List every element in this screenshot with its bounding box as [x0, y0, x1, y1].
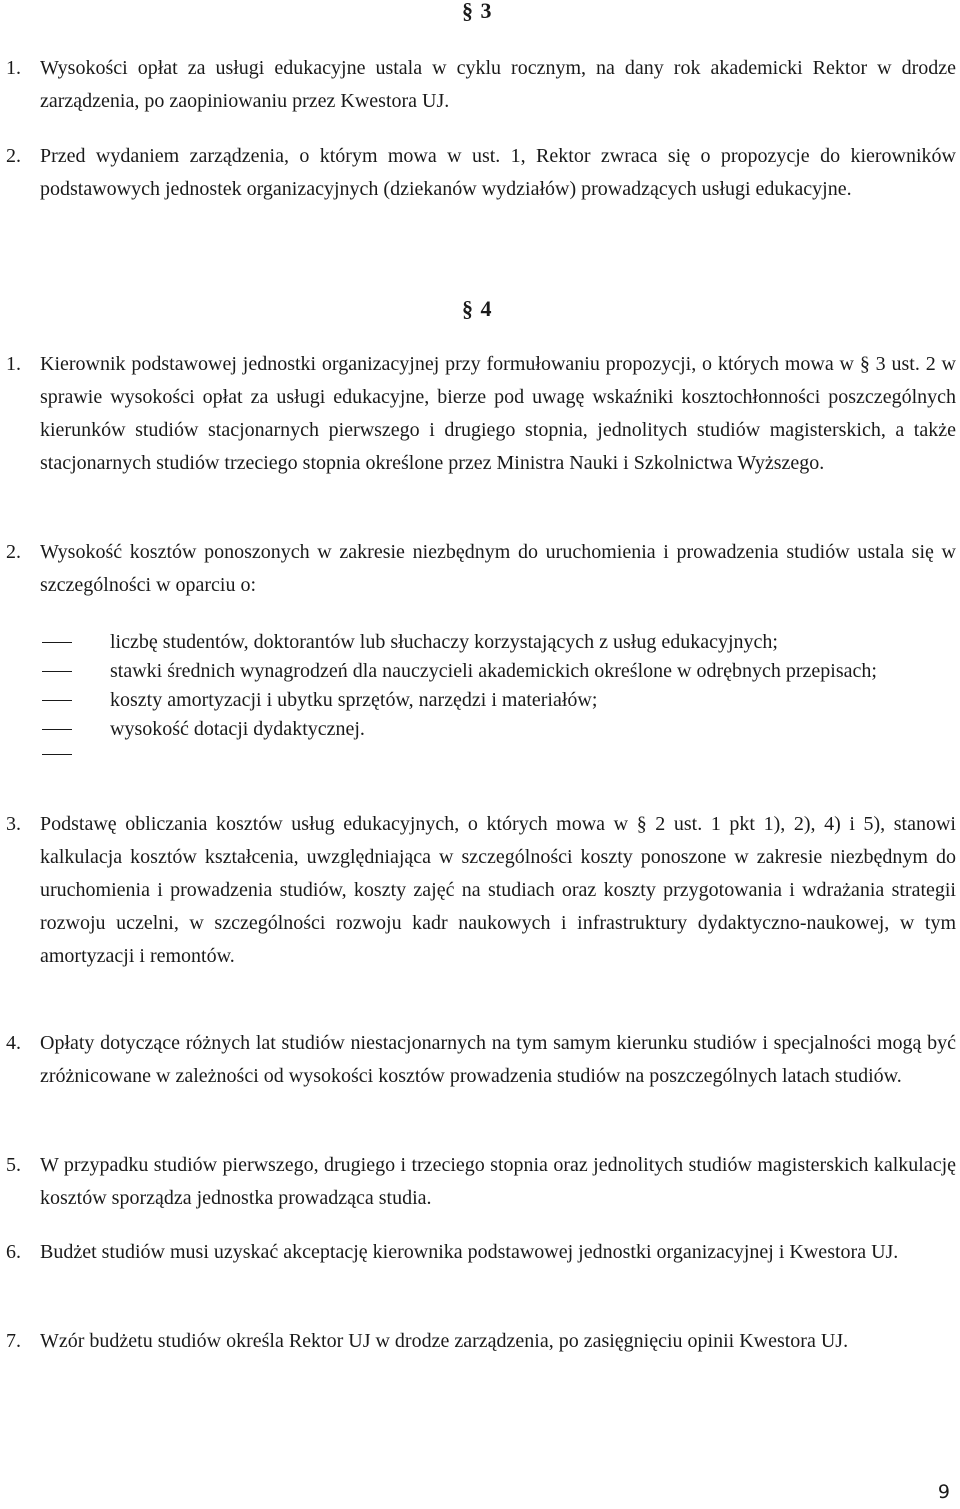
list-item	[0, 657, 956, 686]
section-3-heading: § 3	[462, 0, 493, 23]
section-4-heading: § 4	[462, 296, 493, 321]
paragraph-number: 3.	[6, 813, 21, 835]
dash-bullet	[42, 642, 72, 643]
paragraph-text: Wysokości opłat za usługi edukacyjne ustala w cyklu rocznym, na dany rok akademicki Rektor w drodze zarządzenia, po zaopiniowaniu przez Kwestora UJ.	[40, 57, 956, 112]
list-item-text: stawki średnich wynagrodzeń dla nauczycieli akademickich określone w odrębnych przepisach;	[110, 660, 877, 682]
paragraph-number: 6.	[6, 1241, 21, 1263]
paragraph-text: W przypadku studiów pierwszego, drugiego i trzeciego stopnia oraz jednolitych studiów magisterskich kalkulację kosztów sporządza jednostka prowadząca studia.	[40, 1154, 956, 1209]
paragraph-text: Wzór budżetu studiów określa Rektor UJ w drodze zarządzenia, po zasięgnięciu opinii Kwestora UJ.	[40, 1330, 849, 1352]
list-item-text: wysokość dotacji dydaktycznej.	[110, 718, 365, 740]
paragraph-number: 7.	[6, 1330, 21, 1352]
paragraph-number: 2.	[6, 541, 21, 563]
paragraph-number: 4.	[6, 1032, 21, 1054]
list-item	[0, 628, 956, 657]
paragraph-3-1	[0, 52, 956, 118]
cost-factor-list	[0, 628, 956, 766]
paragraph-4-7	[0, 1325, 956, 1358]
dash-bullet	[42, 700, 72, 701]
paragraph-4-2	[0, 536, 956, 602]
paragraph-4-3	[0, 808, 956, 973]
paragraph-number: 1.	[6, 57, 21, 79]
page-number: 9	[937, 1481, 950, 1503]
paragraph-number: 1.	[6, 353, 21, 375]
paragraph-text: Podstawę obliczania kosztów usług edukacyjnych, o których mowa w § 2 ust. 1 pkt 1), 2), 4) i 5), stanowi kalkulacja kosztów kształcenia, uwzględniająca w szczególności koszty ponoszone w zakresie niezbędnym do uruchomienia i prowadzenia studiów, koszty zajęć na studiach oraz koszty przygotowania i wdrażania strategii rozwoju uczelni, w szczególności rozwoju kadr naukowych i infrastruktury dydaktyczno-naukowej, w tym amortyzacji i remontów.	[40, 813, 956, 967]
list-item	[0, 686, 956, 715]
paragraph-4-6	[0, 1236, 956, 1269]
paragraph-number: 2.	[6, 145, 21, 167]
dash-bullet	[42, 671, 72, 672]
paragraph-4-4	[0, 1027, 956, 1093]
list-item	[0, 715, 956, 744]
dash-bullet	[42, 729, 72, 730]
paragraph-number: 5.	[6, 1154, 21, 1176]
paragraph-4-5	[0, 1149, 956, 1215]
paragraph-text: Wysokość kosztów ponoszonych w zakresie niezbędnym do uruchomienia i prowadzenia studiów ustala się w szczególności w oparciu o:	[40, 541, 956, 596]
list-item-text: koszty amortyzacji i ubytku sprzętów, narzędzi i materiałów;	[110, 689, 598, 711]
paragraph-text: Przed wydaniem zarządzenia, o którym mowa w ust. 1, Rektor zwraca się o propozycje do kierowników podstawowych jednostek organizacyjnych (dziekanów wydziałów) prowadzących usługi edukacyjne.	[40, 145, 956, 200]
paragraph-text: Opłaty dotyczące różnych lat studiów niestacjonarnych na tym samym kierunku studiów i specjalności mogą być zróżnicowane w zależności od wysokości kosztów prowadzenia studiów na poszczególnych latach studiów.	[40, 1032, 956, 1087]
paragraph-text: Kierownik podstawowej jednostki organizacyjnej przy formułowaniu propozycji, o których mowa w § 3 ust. 2 w sprawie wysokości opłat za usługi edukacyjne, bierze pod uwagę wskaźniki kosztochłonności poszczególnych kierunków studiów stacjonarnych pierwszego i drugiego stopnia, jednolitych studiów magisterskich, a także stacjonarnych studiów trzeciego stopnia określone przez Ministra Nauki i Szkolnictwa Wyższego.	[40, 353, 956, 474]
paragraph-3-2	[0, 140, 956, 206]
list-item	[0, 744, 956, 766]
list-item-text: liczbę studentów, doktorantów lub słuchaczy korzystających z usług edukacyjnych;	[110, 631, 778, 653]
dash-bullet	[42, 754, 72, 755]
paragraph-text: Budżet studiów musi uzyskać akceptację kierownika podstawowej jednostki organizacyjnej i Kwestora UJ.	[40, 1241, 899, 1263]
paragraph-4-1	[0, 348, 956, 480]
